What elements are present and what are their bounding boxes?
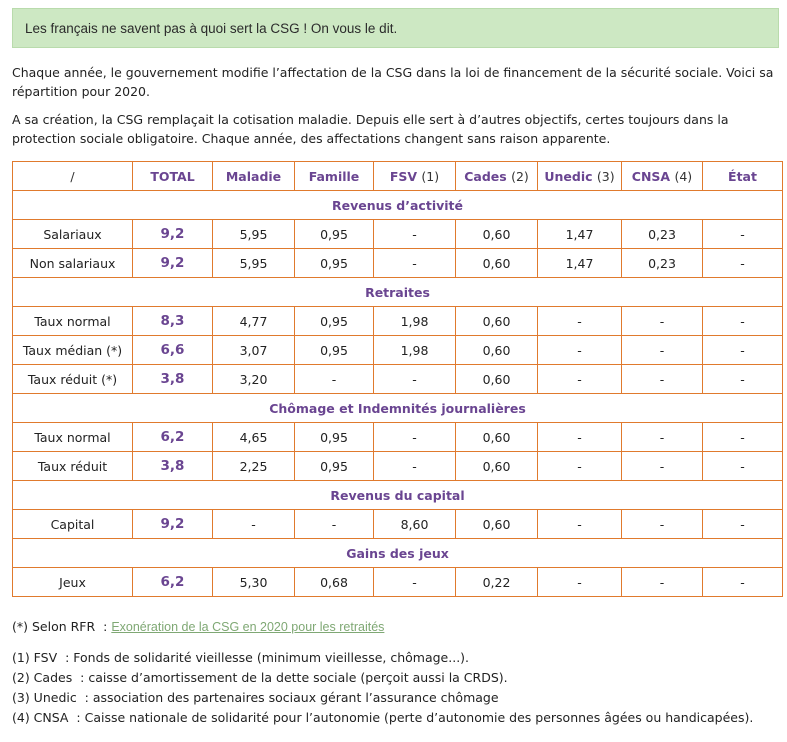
table-cell: - — [622, 510, 703, 539]
table-cell: - — [538, 452, 622, 481]
table-cell: - — [703, 307, 783, 336]
total-cell: 3,8 — [133, 452, 213, 481]
column-header-footnote: (3) — [596, 168, 615, 184]
table-row — [13, 307, 783, 336]
row-label-cell: Taux réduit — [13, 452, 133, 481]
table-cell: 0,60 — [456, 423, 538, 452]
section-row — [13, 539, 783, 568]
column-header — [456, 162, 538, 191]
definition-unedic: (3) Unedic : association des partenaires sociaux gérant l’assurance chômage — [12, 690, 499, 705]
column-header — [13, 162, 133, 191]
table-cell: 4,65 — [213, 423, 295, 452]
table-cell: - — [622, 423, 703, 452]
table-cell: 4,77 — [213, 307, 295, 336]
column-header-label: TOTAL — [150, 168, 195, 184]
column-header — [703, 162, 783, 191]
row-label-cell: Jeux — [13, 568, 133, 597]
table-cell: - — [538, 423, 622, 452]
table-cell: - — [703, 510, 783, 539]
section-title: Revenus du capital — [13, 481, 783, 510]
table-cell: - — [703, 568, 783, 597]
column-header-label: / — [70, 168, 75, 184]
table-cell: - — [374, 568, 456, 597]
table-row — [13, 249, 783, 278]
table-cell: - — [374, 423, 456, 452]
total-cell: 9,2 — [133, 510, 213, 539]
row-label-cell: Non salariaux — [13, 249, 133, 278]
table-cell: - — [622, 452, 703, 481]
table-cell: 0,95 — [295, 336, 374, 365]
section-row — [13, 481, 783, 510]
table-cell: 1,98 — [374, 307, 456, 336]
table-cell: - — [374, 365, 456, 394]
column-header — [622, 162, 703, 191]
table-row — [13, 452, 783, 481]
table-cell: 0,60 — [456, 336, 538, 365]
section-title: Chômage et Indemnités journalières — [13, 394, 783, 423]
section-row — [13, 394, 783, 423]
table-cell: - — [703, 452, 783, 481]
table-cell: - — [374, 220, 456, 249]
column-header-label: État — [728, 168, 757, 184]
section-title: Revenus d’activité — [13, 191, 783, 220]
table-cell: - — [538, 568, 622, 597]
table-cell: - — [295, 365, 374, 394]
column-header-label: FSV — [389, 168, 418, 184]
table-cell: 1,98 — [374, 336, 456, 365]
exoneration-link[interactable]: Exonération de la CSG en 2020 pour les retraités — [111, 620, 385, 634]
table-row — [13, 568, 783, 597]
table-row — [13, 365, 783, 394]
table-cell: 0,60 — [456, 510, 538, 539]
table-cell: 0,60 — [456, 220, 538, 249]
headline-text: Les français ne savent pas à quoi sert la CSG ! On vous le dit. — [25, 20, 398, 36]
table-cell: 0,95 — [295, 249, 374, 278]
note-star — [12, 617, 781, 637]
table-cell: - — [703, 336, 783, 365]
table-cell: - — [213, 510, 295, 539]
row-label-cell: Taux normal — [13, 423, 133, 452]
total-cell: 6,2 — [133, 568, 213, 597]
row-label-cell: Taux normal — [13, 307, 133, 336]
column-header-label: Cades — [464, 168, 507, 184]
table-cell: - — [622, 365, 703, 394]
column-header-label: CNSA — [631, 168, 671, 184]
table-cell: 5,95 — [213, 249, 295, 278]
definition-cnsa: (4) CNSA : Caisse nationale de solidarité pour l’autonomie (perte d’autonomie des personnes âgées ou handicapées). — [12, 710, 754, 725]
table-cell: 0,95 — [295, 452, 374, 481]
table-cell: - — [703, 365, 783, 394]
table-row — [13, 510, 783, 539]
table-cell: 0,23 — [622, 220, 703, 249]
table-cell: 5,30 — [213, 568, 295, 597]
table-cell: 2,25 — [213, 452, 295, 481]
note-star-prefix: (*) Selon RFR : — [12, 619, 112, 634]
table-header-row — [13, 162, 783, 191]
column-header-label: Famille — [308, 168, 360, 184]
headline-banner — [12, 8, 779, 48]
table-cell: 0,60 — [456, 365, 538, 394]
total-cell: 9,2 — [133, 220, 213, 249]
section-title: Retraites — [13, 278, 783, 307]
section-title: Gains des jeux — [13, 539, 783, 568]
column-header — [374, 162, 456, 191]
table-cell: 1,47 — [538, 220, 622, 249]
table-cell: - — [374, 452, 456, 481]
csg-allocation-table — [12, 161, 783, 597]
row-label-cell: Taux réduit (*) — [13, 365, 133, 394]
column-header-label: Unedic — [544, 168, 593, 184]
row-label-cell: Taux médian (*) — [13, 336, 133, 365]
table-cell: - — [538, 365, 622, 394]
column-header-footnote: (4) — [674, 168, 693, 184]
total-cell: 6,6 — [133, 336, 213, 365]
section-row — [13, 278, 783, 307]
table-cell: 0,60 — [456, 249, 538, 278]
table-cell: 3,20 — [213, 365, 295, 394]
table-cell: - — [703, 249, 783, 278]
column-header — [538, 162, 622, 191]
table-row — [13, 423, 783, 452]
table-cell: - — [622, 307, 703, 336]
column-header-footnote: (2) — [511, 168, 529, 184]
column-header — [133, 162, 213, 191]
table-cell: 3,07 — [213, 336, 295, 365]
table-cell: 0,22 — [456, 568, 538, 597]
definition-fsv: (1) FSV : Fonds de solidarité vieillesse (minimum vieillesse, chômage...). — [12, 650, 470, 665]
table-cell: 0,95 — [295, 423, 374, 452]
table-cell: - — [538, 510, 622, 539]
table-cell: - — [538, 307, 622, 336]
intro-paragraph-2: A sa création, la CSG remplaçait la cotisation maladie. Depuis elle sert à d’autres objectifs, certes toujours dans la protection sociale obligatoire. Chaque année, des affectations changent sans raison apparente. — [12, 112, 729, 146]
table-row — [13, 336, 783, 365]
column-header-footnote: (1) — [421, 168, 440, 184]
column-header — [213, 162, 295, 191]
table-cell: - — [703, 220, 783, 249]
table-cell: - — [538, 336, 622, 365]
total-cell: 8,3 — [133, 307, 213, 336]
column-header-label: Maladie — [225, 168, 282, 184]
row-label-cell: Capital — [13, 510, 133, 539]
table-cell: 8,60 — [374, 510, 456, 539]
intro-paragraph-1: Chaque année, le gouvernement modifie l’affectation de la CSG dans la loi de financement de la sécurité sociale. Voici sa répartition pour 2020. — [12, 65, 774, 99]
total-cell: 3,8 — [133, 365, 213, 394]
table-cell: 0,60 — [456, 307, 538, 336]
table-cell: 0,68 — [295, 568, 374, 597]
section-row — [13, 191, 783, 220]
total-cell: 6,2 — [133, 423, 213, 452]
table-cell: - — [374, 249, 456, 278]
table-cell: 5,95 — [213, 220, 295, 249]
row-label-cell: Salariaux — [13, 220, 133, 249]
definitions-list — [12, 648, 781, 728]
table-cell: - — [622, 336, 703, 365]
table-cell: 1,47 — [538, 249, 622, 278]
notes — [12, 617, 781, 728]
total-cell: 9,2 — [133, 249, 213, 278]
table-cell: 0,95 — [295, 307, 374, 336]
table-cell: 0,23 — [622, 249, 703, 278]
column-header — [295, 162, 374, 191]
table-cell: - — [622, 568, 703, 597]
table-row — [13, 220, 783, 249]
definition-cades: (2) Cades : caisse d’amortissement de la dette sociale (perçoit aussi la CRDS). — [12, 670, 508, 685]
table-cell: 0,95 — [295, 220, 374, 249]
table-cell: - — [703, 423, 783, 452]
table-cell: - — [295, 510, 374, 539]
table-cell: 0,60 — [456, 452, 538, 481]
